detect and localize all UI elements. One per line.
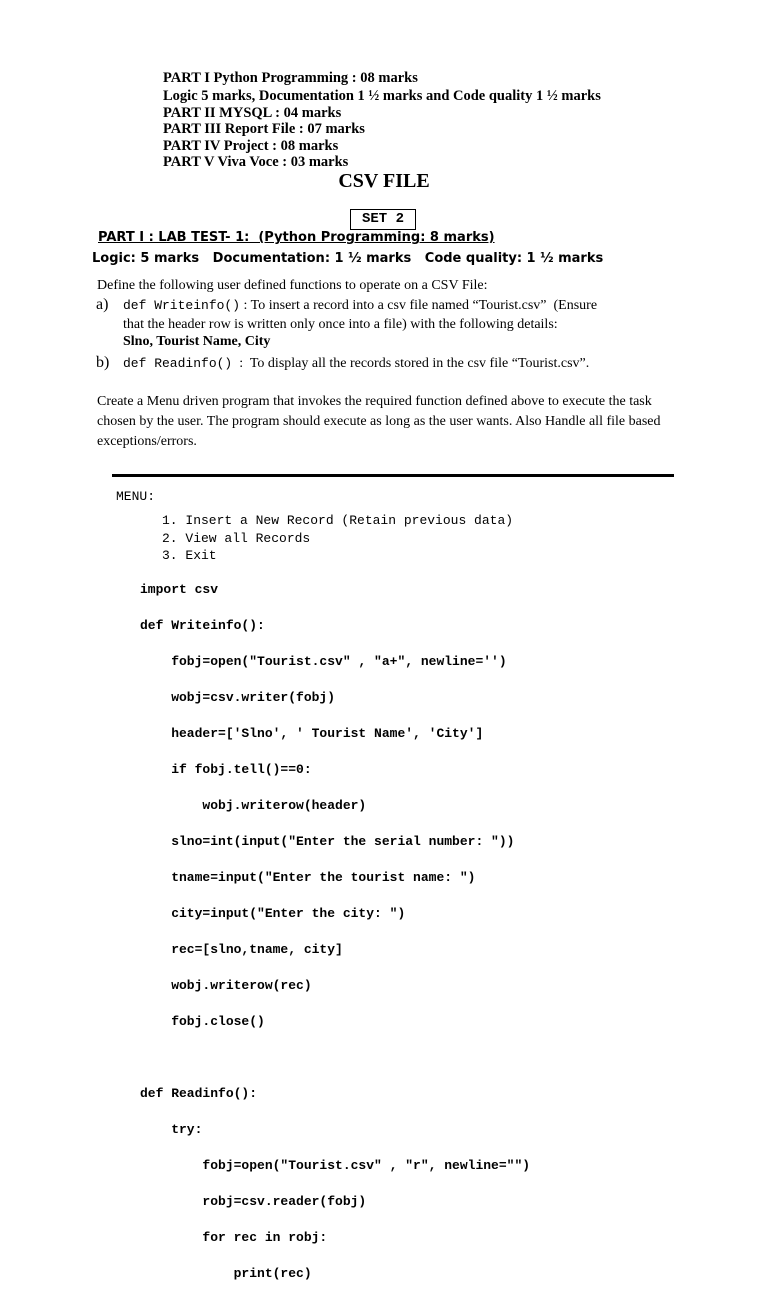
code-line: wobj=csv.writer(fobj) <box>140 690 336 705</box>
code-line: wobj.writerow(header) <box>140 798 367 813</box>
code-line: def Writeinfo(): <box>140 618 265 633</box>
code-line <box>140 1049 530 1067</box>
menu-option: 1. Insert a New Record (Retain previous data) <box>162 513 514 528</box>
code-line: print(rec) <box>140 1266 312 1281</box>
marks-part5: PART V Viva Voce : 03 marks <box>163 154 349 170</box>
item-a-text1: To insert a record into a csv file named “Tourist.csv” (Ensure <box>250 298 598 313</box>
item-a-sep: : <box>240 298 251 313</box>
marks-part1: PART I Python Programming : 08 marks <box>163 70 418 86</box>
item-b-sep: : <box>232 356 250 371</box>
lab-test-heading: PART I : LAB TEST- 1: (Python Programming: 8 marks) <box>98 230 495 245</box>
item-a-fields: Slno, Tourist Name, City <box>123 334 271 349</box>
code-line: header=['Slno', ' Tourist Name', 'City'] <box>140 726 484 741</box>
divider <box>112 474 674 477</box>
code-line: wobj.writerow(rec) <box>140 978 312 993</box>
code-block <box>140 563 530 1301</box>
set-label: SET 2 <box>350 209 416 230</box>
marks-part3: PART III Report File : 07 marks <box>163 121 365 137</box>
menu-option: 3. Exit <box>162 548 217 563</box>
menu-label: MENU: <box>116 489 156 504</box>
marks-part4: PART IV Project : 08 marks <box>163 138 339 154</box>
code-line: import csv <box>140 582 219 597</box>
marks-part2: PART II MYSQL : 04 marks <box>163 105 342 121</box>
task-paragraph: Create a Menu driven program that invokes the required function defined above to execute the task chosen by the user. The program should execute as long as the user wants. Also Handle all file based exceptions/errors. <box>97 394 661 449</box>
item-a-line1 <box>123 298 597 314</box>
code-line: try: <box>140 1122 203 1137</box>
intro-text: Define the following user defined functions to operate on a CSV File: <box>97 278 488 293</box>
code-line: for rec in robj: <box>140 1230 328 1245</box>
code-line: slno=int(input("Enter the serial number: ")) <box>140 834 515 849</box>
item-b-line <box>123 356 589 372</box>
page-title: CSV FILE <box>338 170 430 192</box>
item-b-code: def Readinfo() <box>123 356 233 371</box>
item-a-code: def Writeinfo() <box>123 298 241 313</box>
item-b-text: To display all the records stored in the csv file “Tourist.csv”. <box>249 356 590 371</box>
menu-option: 2. View all Records <box>162 531 311 546</box>
code-line: def Readinfo(): <box>140 1086 258 1101</box>
code-line: fobj.close() <box>140 1014 265 1029</box>
code-line: rec=[slno,tname, city] <box>140 942 343 957</box>
code-line: if fobj.tell()==0: <box>140 762 312 777</box>
code-line: fobj=open("Tourist.csv" , "a+", newline='') <box>140 654 507 669</box>
item-a-marker: a) <box>96 296 109 313</box>
marks-logic-split: Logic 5 marks, Documentation 1 ½ marks and Code quality 1 ½ marks <box>163 88 601 104</box>
code-line: fobj=open("Tourist.csv" , "r", newline="") <box>140 1158 531 1173</box>
code-line: tname=input("Enter the tourist name: ") <box>140 870 476 885</box>
marking-scheme: Logic: 5 marks Documentation: 1 ½ marks Code quality: 1 ½ marks <box>92 251 604 266</box>
item-b-marker: b) <box>96 354 110 371</box>
code-line: robj=csv.reader(fobj) <box>140 1194 367 1209</box>
code-line: city=input("Enter the city: ") <box>140 906 406 921</box>
item-a-line2: that the header row is written only once into a file) with the following details: <box>123 317 558 332</box>
